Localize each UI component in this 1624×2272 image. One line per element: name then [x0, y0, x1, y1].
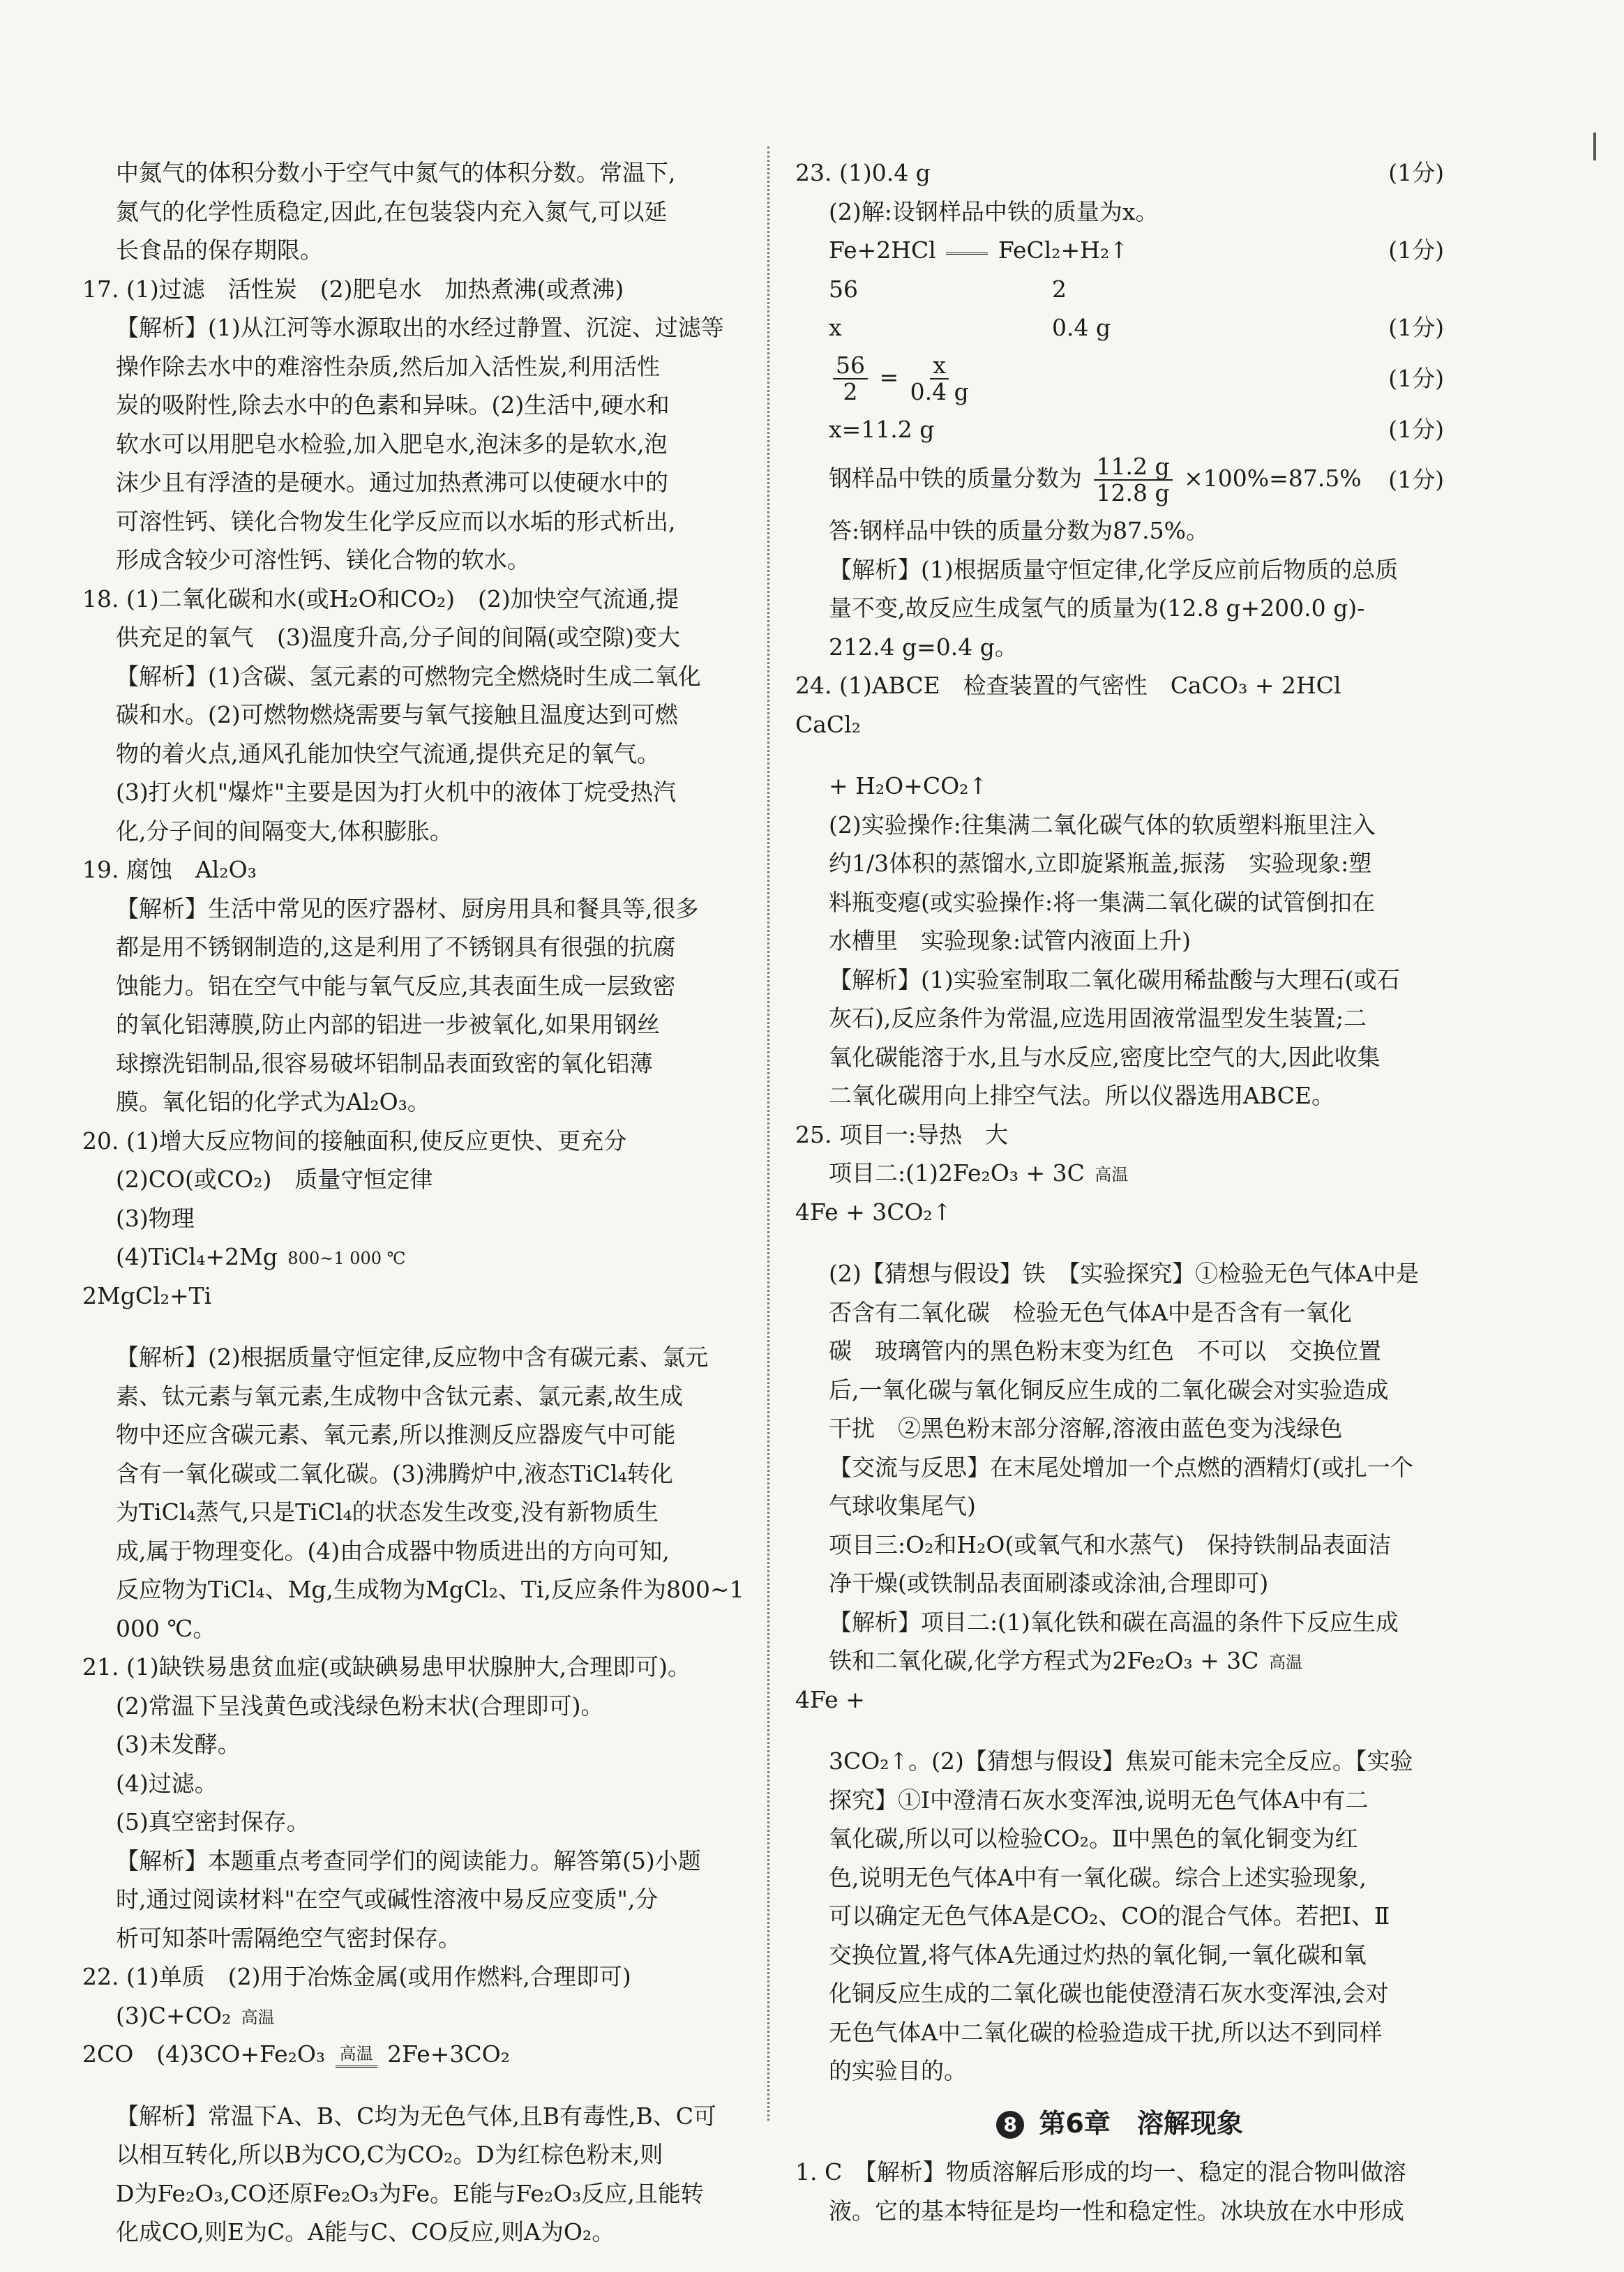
- fraction: [833, 353, 868, 405]
- text-line: 氧化碳能溶于水,且与水反应,密度比空气的大,因此收集: [829, 1043, 1381, 1071]
- score-label: (1分): [1388, 314, 1444, 341]
- text-line: 氧化碳,所以可以检验CO₂。Ⅱ中黑色的氧化铜变为红: [829, 1825, 1358, 1852]
- answer-19: 19. 腐蚀 Al₂O₃: [82, 856, 257, 883]
- answer-21: 21. (1)缺铁易患贫血症(或缺碘易患甲状腺肿大,合理即可)。: [82, 1653, 691, 1680]
- text-line: 析可知茶叶需隔绝空气密封保存。: [116, 1924, 461, 1952]
- text-line: + H₂O+CO₂↑: [829, 772, 988, 799]
- text-line: 蚀能力。铝在空气中能与氧气反应,其表面生成一层致密: [116, 972, 676, 1000]
- arrow-line: [946, 250, 988, 255]
- fraction: [910, 353, 969, 405]
- text-line: 液。它的基本特征是均一性和稳定性。冰块放在水中形成: [829, 2197, 1404, 2225]
- text-part: ×100%=87.5%: [1184, 465, 1362, 492]
- text-line: 后,一氧化碳与氧化铜反应生成的二氧化碳会对实验造成: [829, 1376, 1389, 1404]
- answer-24: [795, 666, 1444, 705]
- text-line: 氮气的化学性质稳定,因此,在包装袋内充入氮气,可以延: [116, 197, 668, 225]
- percentage-line: [829, 454, 1362, 506]
- text-line: 约1/3体积的蒸馏水,立即旋紧瓶盖,振荡 实验现象:塑: [829, 850, 1372, 877]
- answer-22: 22. (1)单质 (2)用于冶炼金属(或用作燃料,合理即可): [82, 1963, 631, 1990]
- mass-row: [795, 270, 1444, 309]
- mass-value: x: [829, 314, 842, 341]
- text-line: 探究】①Ⅰ中澄清石灰水变浑浊,说明无色气体A中有二: [829, 1786, 1369, 1814]
- text-line: 化铜反应生成的二氧化碳也能使澄清石灰水变浑浊,会对: [829, 1980, 1389, 2007]
- text-line: (2)【猜想与假设】铁 【实验探究】①检验无色气体A中是: [829, 1260, 1420, 1287]
- score-row: [795, 449, 1444, 511]
- text-line: 碳 玻璃管内的黑色粉末变为红色 不可以 交换位置: [829, 1337, 1381, 1364]
- text-part: CaCl₂: [795, 710, 861, 738]
- eq-left: (4)TiCl₄+2Mg: [116, 1243, 278, 1270]
- equation-line: [82, 1996, 752, 2036]
- mass-value: 56: [829, 275, 858, 303]
- text-line: 膜。氧化铝的化学式为Al₂O₃。: [116, 1088, 430, 1115]
- score-label: (1分): [1388, 364, 1444, 392]
- text-line: (2)实验操作:往集满二氧化碳气体的软质塑料瓶里注入: [829, 811, 1376, 838]
- text-line: 成,属于物理变化。(4)由合成器中物质进出的方向可知,: [116, 1537, 670, 1565]
- text-part: 钢样品中铁的质量分数为: [829, 465, 1082, 492]
- text-line: (2)常温下呈浅黄色或浅绿色粉末状(合理即可)。: [116, 1692, 604, 1720]
- reaction-condition: 高温: [339, 2043, 373, 2063]
- answer-18: 18. (1)二氧化碳和水(或H₂O和CO₂) (2)加快空气流通,提: [82, 585, 679, 612]
- text-line: 量不变,故反应生成氢气的质量为(12.8 g+200.0 g)-: [829, 594, 1365, 622]
- text-line: (2)解:设钢样品中铁的质量为x。: [829, 197, 1159, 225]
- text-line: 项目三:O₂和H₂O(或氧气和水蒸气) 保持铁制品表面洁: [829, 1530, 1392, 1558]
- text-line: 气球收集尾气): [829, 1492, 976, 1519]
- score-label: (1分): [1388, 159, 1444, 186]
- text-line: 【解析】(2)根据质量守恒定律,反应物中含有碳元素、氯元: [116, 1344, 709, 1371]
- text-part: 24. (1)ABCE 检查装置的气密性 CaCO₃ + 2HCl: [795, 672, 1341, 699]
- reaction-arrow: [1095, 1166, 1128, 1184]
- text-line: 3CO₂↑。(2)【猜想与假设】焦炭可能未完全反应。【实验: [829, 1747, 1413, 1775]
- text-line: 212.4 g=0.4 g。: [829, 633, 1018, 661]
- equation-line: [795, 1154, 1444, 1193]
- eq-part: 2Fe+3CO₂: [387, 2040, 510, 2068]
- text-line: 操作除去水中的难溶性杂质,然后加入活性炭,利用活性: [116, 352, 660, 380]
- reaction-arrow: [336, 2045, 377, 2068]
- proportion: [829, 353, 973, 405]
- answer-20: 20. (1)增大反应物间的接触面积,使反应更快、更充分: [82, 1127, 627, 1154]
- text-line: 【解析】常温下A、B、C均为无色气体,且B有毒性,B、C可: [116, 2102, 717, 2130]
- text-line: 形成含较少可溶性钙、镁化合物的软水。: [116, 546, 530, 573]
- text-line: (3)物理: [116, 1204, 195, 1232]
- text-line: 干扰 ②黑色粉末部分溶解,溶液由蓝色变为浅绿色: [829, 1415, 1343, 1442]
- score-label: (1分): [1388, 415, 1444, 443]
- text-line: 时,通过阅读材料"在空气或碱性溶液中易反应变质",分: [116, 1886, 659, 1913]
- score-label: (1分): [1388, 466, 1444, 494]
- text-line: 000 ℃。: [116, 1614, 216, 1642]
- text-line: 【解析】(1)含碳、氢元素的可燃物完全燃烧时生成二氧化: [116, 662, 701, 690]
- text-line: 物中还应含碳元素、氧元素,所以推测反应器废气中可能: [116, 1421, 676, 1448]
- numerator: x: [930, 353, 949, 379]
- chapter-heading: [795, 2105, 1444, 2144]
- text-line: 供充足的氧气 (3)温度升高,分子间的间隔(或空隙)变大: [116, 624, 680, 651]
- text-line: 无色气体A中二氧化碳的检验造成干扰,所以达不到同样: [829, 2018, 1383, 2046]
- text-line: (3)打火机"爆炸"主要是因为打火机中的液体丁烷受热汽: [116, 778, 677, 806]
- result: x=11.2 g: [829, 415, 935, 443]
- chapter-number-badge: 8: [996, 2111, 1024, 2139]
- denominator: 2: [843, 377, 858, 405]
- text-line: 炭的吸附性,除去水中的色素和异味。(2)生活中,硬水和: [116, 391, 670, 419]
- score-label: (1分): [1388, 236, 1444, 264]
- text-line: D为Fe₂O₃,CO还原Fe₂O₃为Fe。E能与Fe₂O₃反应,且能转: [116, 2179, 704, 2207]
- equation-line: [82, 1237, 752, 1277]
- text-line: 反应物为TiCl₄、Mg,生成物为MgCl₂、Ti,反应条件为800~1: [116, 1576, 744, 1603]
- text-line: 可以确定无色气体A是CO₂、CO的混合气体。若把Ⅰ、Ⅱ: [829, 1902, 1390, 1929]
- text-line: 【解析】(1)根据质量守恒定律,化学反应前后物质的总质: [829, 555, 1399, 583]
- score-row: [795, 153, 1444, 193]
- eq-right: 2MgCl₂+Ti: [82, 1281, 212, 1309]
- answer-25: 25. 项目一:导热 大: [795, 1120, 1009, 1148]
- text-line: 色,说明无色气体A中有一氧化碳。综合上述实验现象,: [829, 1863, 1367, 1891]
- text-line: 料瓶变瘪(或实验操作:将一集满二氧化碳的试管倒扣在: [829, 888, 1375, 916]
- reaction-arrow: [1269, 1653, 1302, 1671]
- text-line: 物的着火点,通风孔能加快空气流通,提供充足的氧气。: [116, 739, 660, 767]
- text-line: 含有一氧化碳或二氧化碳。(3)沸腾炉中,液态TiCl₄转化: [116, 1459, 673, 1487]
- equation-line: [795, 1641, 1444, 1680]
- text-line: (4)过滤。: [116, 1769, 218, 1797]
- reaction-arrow: [946, 250, 988, 255]
- text-line: 中氮气的体积分数小于空气中氮气的体积分数。常温下,: [116, 159, 676, 186]
- text-line: 净干燥(或铁制品表面刷漆或涂油,合理即可): [829, 1570, 1269, 1597]
- text-line: 【解析】本题重点考查同学们的阅读能力。解答第(5)小题: [116, 1846, 701, 1874]
- right-column: [795, 153, 1444, 2230]
- eq-left: 铁和二氧化碳,化学方程式为2Fe₂O₃ + 3C: [829, 1647, 1259, 1674]
- text-line: 【解析】(1)实验室制取二氧化碳用稀盐酸与大理石(或石: [829, 965, 1400, 993]
- text-line: 为TiCl₄蒸气,只是TiCl₄的状态发生改变,没有新物质生: [116, 1498, 659, 1526]
- score-row: [795, 410, 1444, 449]
- reaction-condition: 高温: [1269, 1653, 1302, 1672]
- answer-17: 17. (1)过滤 活性炭 (2)肥皂水 加热煮沸(或煮沸): [82, 275, 624, 303]
- mass-row: [829, 308, 1111, 347]
- text-line: 都是用不锈钢制造的,这是利用了不锈钢具有很强的抗腐: [116, 933, 676, 961]
- text-line: 的氧化铝薄膜,防止内部的铝进一步被氧化,如果用钢丝: [116, 1011, 660, 1038]
- equals-sign: =: [879, 363, 899, 391]
- numerator: 56: [833, 353, 868, 379]
- equation: [829, 231, 1129, 270]
- reaction-condition: 高温: [1095, 1165, 1129, 1184]
- denominator: 0.4 g: [910, 377, 969, 405]
- text-line: 灰石),反应条件为常温,应选用固液常温型发生装置;二: [829, 1005, 1367, 1032]
- text-line: 化成CO,则E为C。A能与C、CO反应,则A为O₂。: [116, 2218, 615, 2245]
- text-line: 素、钛元素与氧元素,生成物中含钛元素、氯元素,故生成: [116, 1382, 683, 1410]
- text-line: 沫少且有浮渣的是硬水。通过加热煮沸可以使硬水中的: [116, 469, 668, 496]
- text-line: 软水可以用肥皂水检验,加入肥皂水,泡沫多的是软水,泡: [116, 430, 668, 458]
- eq-right: 4Fe + 3CO₂↑: [795, 1198, 952, 1226]
- text-line: 长食品的保存期限。: [116, 236, 323, 264]
- text-line: 答:钢样品中铁的质量分数为87.5%。: [829, 517, 1209, 544]
- eq-part: 2CO (4)3CO+Fe₂O₃: [82, 2040, 326, 2068]
- score-row: [795, 231, 1444, 270]
- text-line: 【解析】(1)从江河等水源取出的水经过静置、沉淀、过滤等: [116, 314, 724, 341]
- text-line: 化,分子间的间隔变大,体积膨胀。: [116, 817, 453, 845]
- chapter-title: 第6章 溶解现象: [1039, 2107, 1243, 2139]
- edge-mark: [1593, 133, 1596, 160]
- fraction: [1094, 454, 1173, 506]
- eq-right: FeCl₂+H₂↑: [998, 236, 1129, 264]
- reaction-condition: 800~1 000 ℃: [287, 1249, 406, 1268]
- left-column: [82, 153, 752, 2252]
- answer-23: 23. (1)0.4 g: [795, 159, 931, 186]
- text-line: 的实验目的。: [829, 2057, 967, 2084]
- text-line: 球擦洗铝制品,很容易破坏铝制品表面致密的氧化铝薄: [116, 1049, 653, 1077]
- text-line: 二氧化碳用向上排空气法。所以仪器选用ABCE。: [829, 1082, 1335, 1109]
- text-line: 【交流与反思】在末尾处增加一个点燃的酒精灯(或扎一个: [829, 1453, 1413, 1481]
- mass-value: 2: [1052, 275, 1067, 303]
- column-divider: [767, 146, 769, 2121]
- text-line: 以相互转化,所以B为CO,C为CO₂。D为红棕色粉末,则: [116, 2141, 663, 2168]
- arrow-line: [336, 2063, 377, 2068]
- text-line: 水槽里 实验现象:试管内液面上升): [829, 927, 1191, 954]
- reaction-arrow: [241, 2008, 275, 2026]
- score-row: [795, 308, 1444, 347]
- text-line: (3)未发酵。: [116, 1731, 241, 1758]
- score-row: [795, 347, 1444, 410]
- text-line: 碳和水。(2)可燃物燃烧需要与氧气接触且温度达到可燃: [116, 701, 678, 728]
- text-line: 交换位置,将气体A先通过灼热的氧化铜,一氧化碳和氧: [829, 1941, 1367, 1969]
- eq-right: 4Fe +: [795, 1685, 865, 1713]
- text-line: 【解析】生活中常见的医疗器材、厨房用具和餐具等,很多: [116, 894, 699, 922]
- eq-part: (3)C+CO₂: [116, 2001, 232, 2029]
- eq-left: 项目二:(1)2Fe₂O₃ + 3C: [829, 1159, 1085, 1187]
- text-line: 可溶性钙、镁化合物发生化学反应而以水垢的形式析出,: [116, 507, 676, 535]
- answer-1: 1. C 【解析】物质溶解后形成的均一、稳定的混合物叫做溶: [795, 2158, 1406, 2186]
- text-line: 否含有二氧化碳 检验无色气体A中是否含有一氧化: [829, 1298, 1352, 1326]
- text-line: (2)CO(或CO₂) 质量守恒定律: [116, 1166, 433, 1193]
- reaction-condition: 高温: [241, 2007, 275, 2027]
- text-line: 【解析】项目二:(1)氧化铁和碳在高温的条件下反应生成: [829, 1608, 1399, 1636]
- mass-value: 0.4 g: [1052, 314, 1111, 341]
- eq-left: Fe+2HCl: [829, 236, 936, 264]
- text-line: (5)真空密封保存。: [116, 1808, 310, 1835]
- reaction-arrow: [287, 1249, 405, 1267]
- denominator: 12.8 g: [1096, 479, 1170, 506]
- numerator: 11.2 g: [1094, 454, 1173, 481]
